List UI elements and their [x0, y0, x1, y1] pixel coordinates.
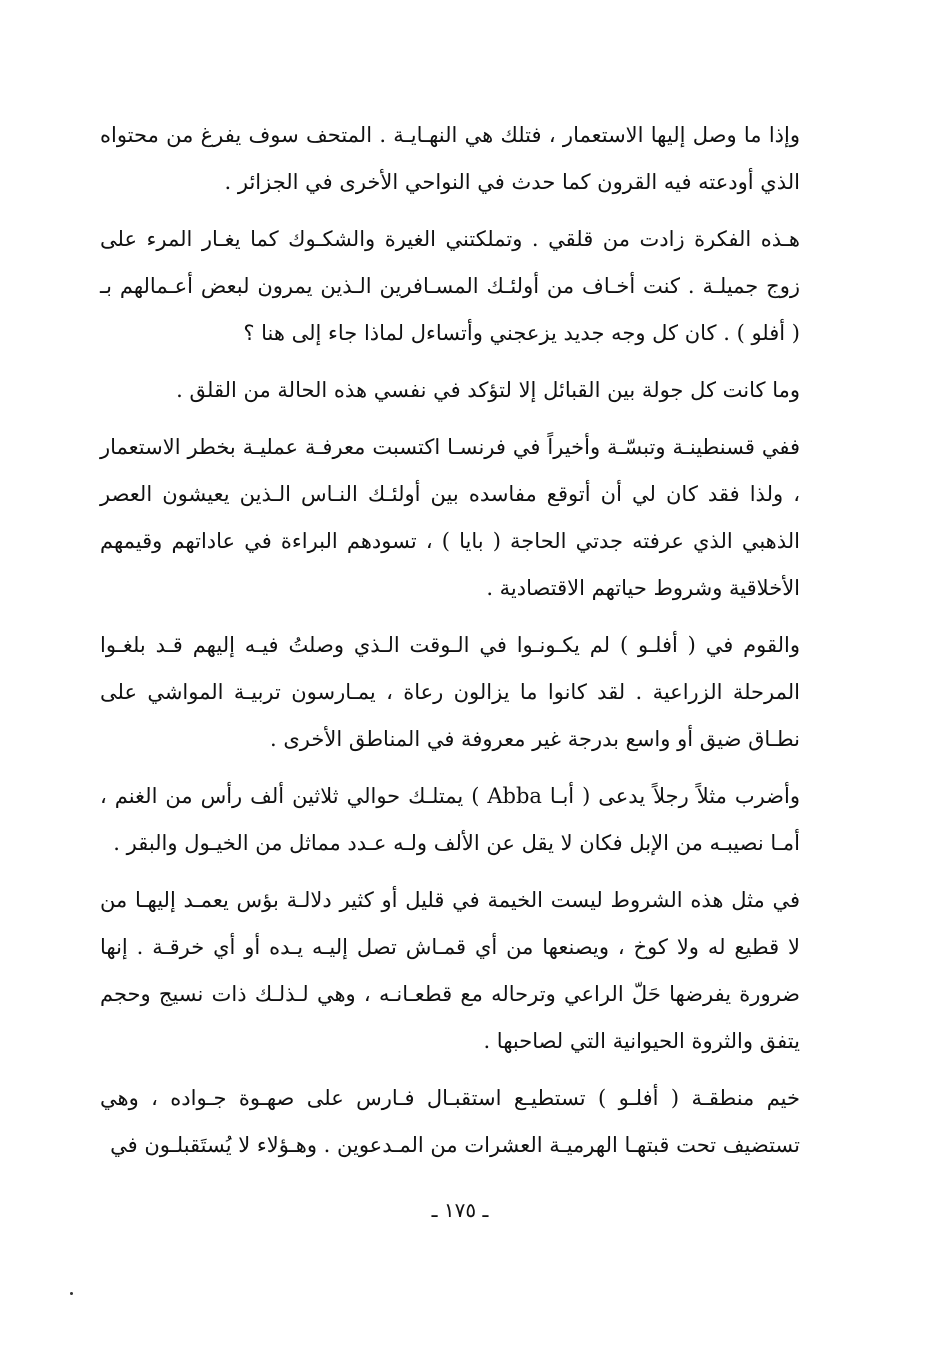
paragraph-6: وأضرب مثلاً رجلاً يدعى ( أبـا Abba ) يمتلـك حوالي ثلاثين ألف رأس من الغنم ، أمـا نصيبـه من الإبل فكان لا يقل عن الألف ولـه عـدد مماثل من الخيـول والبقر .	[100, 784, 800, 855]
scan-speck	[70, 1292, 73, 1295]
paragraph-2: هـذه الفكرة زادت من قلقي . وتملكتني الغيرة والشكـوك كما يغـار المرء على زوج جميلـة . كنت أخـاف من أولئـك المسـافرين الـذين يمرون لبعض أعـمالهم بـ ( أفلو ) . كان كل وجه جديد يزعجني وأتساءل لماذا جاء إلى هنا ؟	[100, 227, 800, 345]
paragraph-1: وإذا ما وصل إليها الاستعمار ، فتلك هي النهـايـة . المتحف سوف يفرغ من محتواه الذي أودعته فيه القرون كما حدث في النواحي الأخرى في الجزائر .	[100, 123, 800, 194]
page-number: ـ ١٧٥ ـ	[431, 1198, 489, 1222]
paragraph-7: في مثل هذه الشروط ليست الخيمة في قليل أو كثير دلالـة بؤس يعمـد إليهـا من لا قطيع له ولا كوخ ، ويصنعها من أي قمـاش تصل إليـه يـده أو أي خرقـة . إنها ضرورة يفرضها حَلّ الراعي وترحاله مع قطعـانـه ، وهي لـذلـك ذات نسيج وحجم يتفق والثروة الحيوانية التي لصاحبها .	[100, 888, 800, 1053]
body-text	[100, 112, 800, 1179]
paragraph-8: خيم منطقـة ( أفلـو ) تستطيـع استقبـال فـارس على صهـوة جـواده ، وهي تستضيف تحت قبتهـا الهرميـة العشرات من المـدعوين . وهـؤلاء لا يُستَقبلـون في	[100, 1086, 800, 1157]
paragraph-3: وما كانت كل جولة بين القبائل إلا لتؤكد في نفسي هذه الحالة من القلق .	[176, 378, 800, 402]
paragraph-5: والقوم في ( أفلـو ) لم يكـونـوا في الـوقت الـذي وصلتُ فيـه إليهم قـد بلغـوا المرحلة الزراعية . لقد كانوا ما يزالون رعاة ، يمـارسون تربيـة المواشي على نطـاق ضيق أو واسع بدرجة غير معروفة في المناطق الأخرى .	[100, 633, 800, 751]
paragraph-4: ففي قسنطينـة وتبسّـة وأخيراً في فرنسـا اكتسبت معرفـة عمليـة بخطر الاستعمار ، ولذا فقد كان لي أن أتوقع مفاسده بين أولئـك النـاس الـذين يعيشون العصر الذهبي الذي عرفته جدتي الحاجة ( بايا ) ، تسودهم البراءة في عاداتهم وقيمهم الأخلاقية وشروط حياتهم الاقتصادية .	[100, 435, 800, 600]
